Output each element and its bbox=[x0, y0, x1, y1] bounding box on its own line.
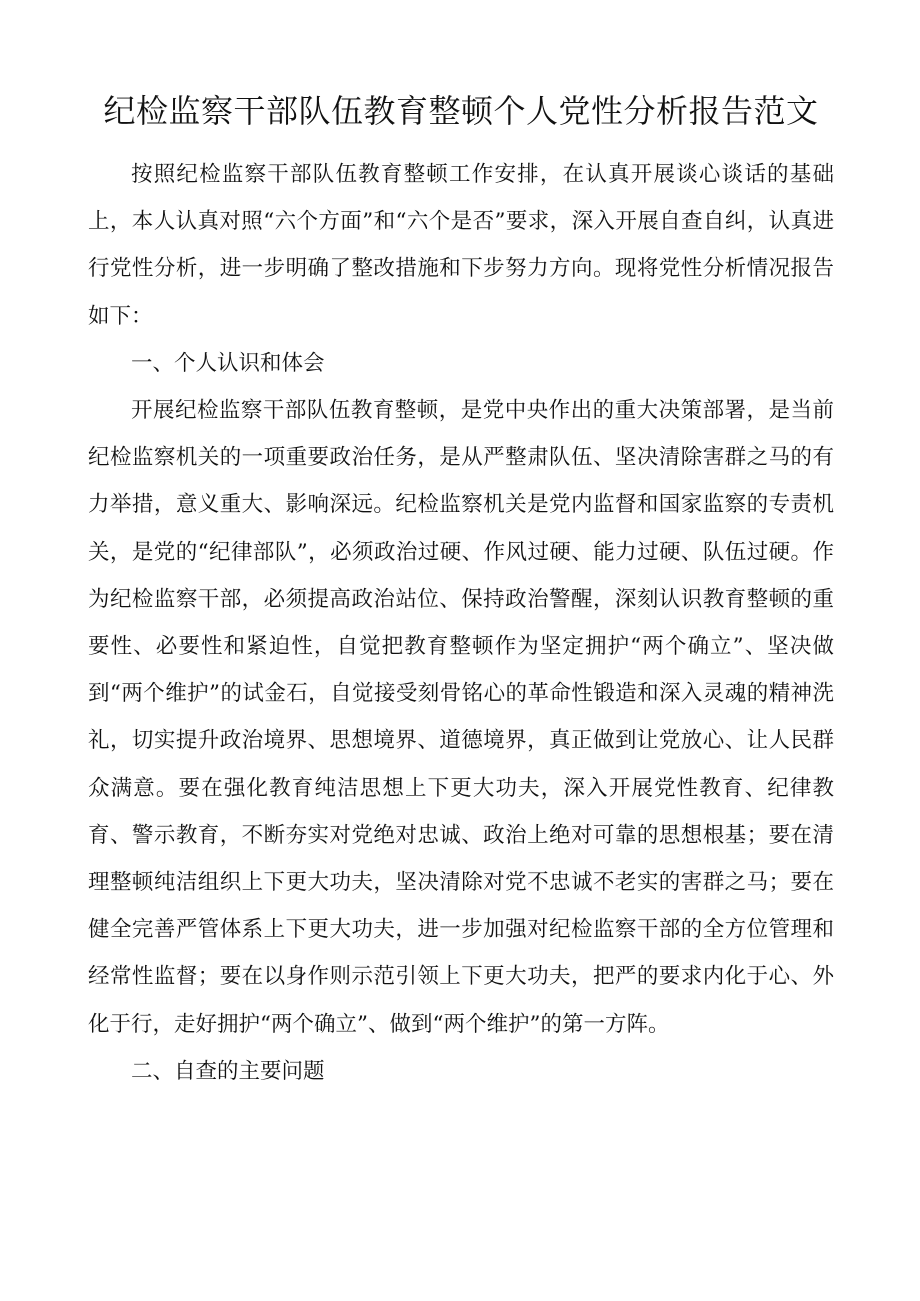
section-heading-1: 一、个人认识和体会 bbox=[131, 350, 325, 376]
paragraph-intro: 按照纪检监察干部队伍教育整顿工作安排，在认真开展谈心谈话的基础上，本人认真对照“六个方面”和“六个是否”要求，深入开展自查自纠，认真进行党性分析，进一步明确了整改措施和下步努力方向。现将党性分析情况报告如下： bbox=[88, 162, 834, 329]
document-title: 纪检监察干部队伍教育整顿个人党性分析报告范文 bbox=[103, 92, 819, 130]
document-body bbox=[88, 151, 834, 1095]
section-heading-2: 二、自查的主要问题 bbox=[131, 1058, 325, 1084]
paragraph-understanding: 开展纪检监察干部队伍教育整顿，是党中央作出的重大决策部署，是当前纪检监察机关的一项重要政治任务，是从严整肃队伍、坚决清除害群之马的有力举措，意义重大、影响深远。纪检监察机关是党内监督和国家监察的专责机关，是党的“纪律部队”，必须政治过硬、作风过硬、能力过硬、队伍过硬。作为纪检监察干部，必须提高政治站位、保持政治警醒，深刻认识教育整顿的重要性、必要性和紧迫性，自觉把教育整顿作为坚定拥护“两个确立”、坚决做到“两个维护”的试金石，自觉接受刻骨铭心的革命性锻造和深入灵魂的精神洗礼，切实提升政治境界、思想境界、道德境界，真正做到让党放心、让人民群众满意。要在强化教育纯洁思想上下更大功夫，深入开展党性教育、纪律教育、警示教育，不断夯实对党绝对忠诚、政治上绝对可靠的思想根基；要在清理整顿纯洁组织上下更大功夫，坚决清除对党不忠诚不老实的害群之马；要在健全完善严管体系上下更大功夫，进一步加强对纪检监察干部的全方位管理和经常性监督；要在以身作则示范引领上下更大功夫，把严的要求内化于心、外化于行，走好拥护“两个确立”、做到“两个维护”的第一方阵。 bbox=[88, 398, 834, 1037]
